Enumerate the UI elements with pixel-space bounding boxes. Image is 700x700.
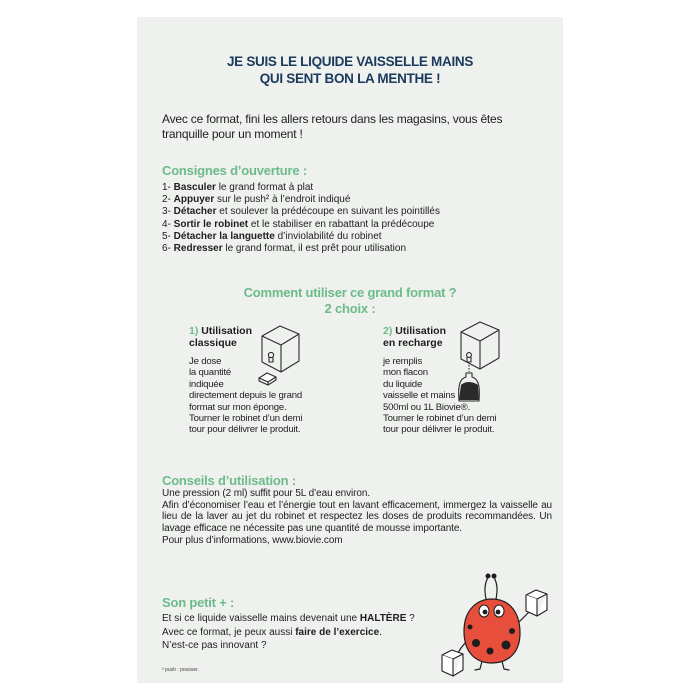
step-5: 5- Détacher la languette d’inviolabilité du robinet	[162, 230, 382, 242]
tips-heading: Conseils d’utilisation :	[162, 473, 296, 488]
tips-text: Une pression (2 ml) suffit pour 5L d’eau environ. Afin d’économiser l’eau et l’énergie tout en lavant efficacement, immergez la vaisselle au lieu de la laver au jet du robinet et respectez les doses de produits recommandées. Un lavage efficace ne nécessite pas une quantité de mousse importante. Pour plus d’informations, www.biovie.com	[162, 488, 552, 546]
bonus-heading: Son petit + :	[162, 595, 235, 610]
bonus-text: Et si ce liquide vaisselle mains devenait une HALTÈRE ? Avec ce format, je peux aussi faire de l’exercice. N’est-ce pas innovant ?	[162, 613, 415, 652]
step-4: 4- Sortir le robinet et le stabiliser en rabattant la prédécoupe	[162, 218, 435, 230]
page-title: JE SUIS LE LIQUIDE VAISSELLE MAINS QUI SENT BON LA MENTHE !	[226, 54, 474, 86]
option1-label: 1) Utilisation classique	[189, 325, 253, 349]
intro-text: Avec ce format, fini les allers retours dans les magasins, vous êtes tranquille pour un moment !	[162, 112, 503, 141]
step-2: 2- Appuyer sur le push² à l’endroit indiqué	[162, 194, 351, 206]
opening-heading: Consignes d’ouverture :	[162, 163, 307, 178]
step-6: 6- Redresser le grand format, il est prêt pour utilisation	[162, 243, 407, 255]
option1-text: Je dose la quantité indiquée directement depuis le grand format sur mon éponge. Tourner le robinet d’un demi tour pour délivrer le produit.	[189, 356, 303, 436]
instruction-card	[137, 17, 563, 683]
step-1: 1- Basculer le grand format à plat	[162, 182, 314, 193]
ladybug-mascot-illustration	[440, 569, 552, 677]
opening-steps	[162, 182, 542, 255]
step-3: 3- Détacher et soulever la prédécoupe en suivant les pointillés	[162, 206, 440, 218]
option2-label: 2) Utilisation en recharge	[383, 325, 447, 349]
footnote: ² push : pousser.	[162, 667, 199, 673]
usage-heading: Comment utiliser ce grand format ? 2 choix :	[243, 285, 457, 316]
option2-text: je remplis mon flacon du liquide vaisselle et mains 500ml ou 1L Biovie®. Tourner le robinet d’un demi tour pour délivrer le produit.	[383, 356, 497, 436]
